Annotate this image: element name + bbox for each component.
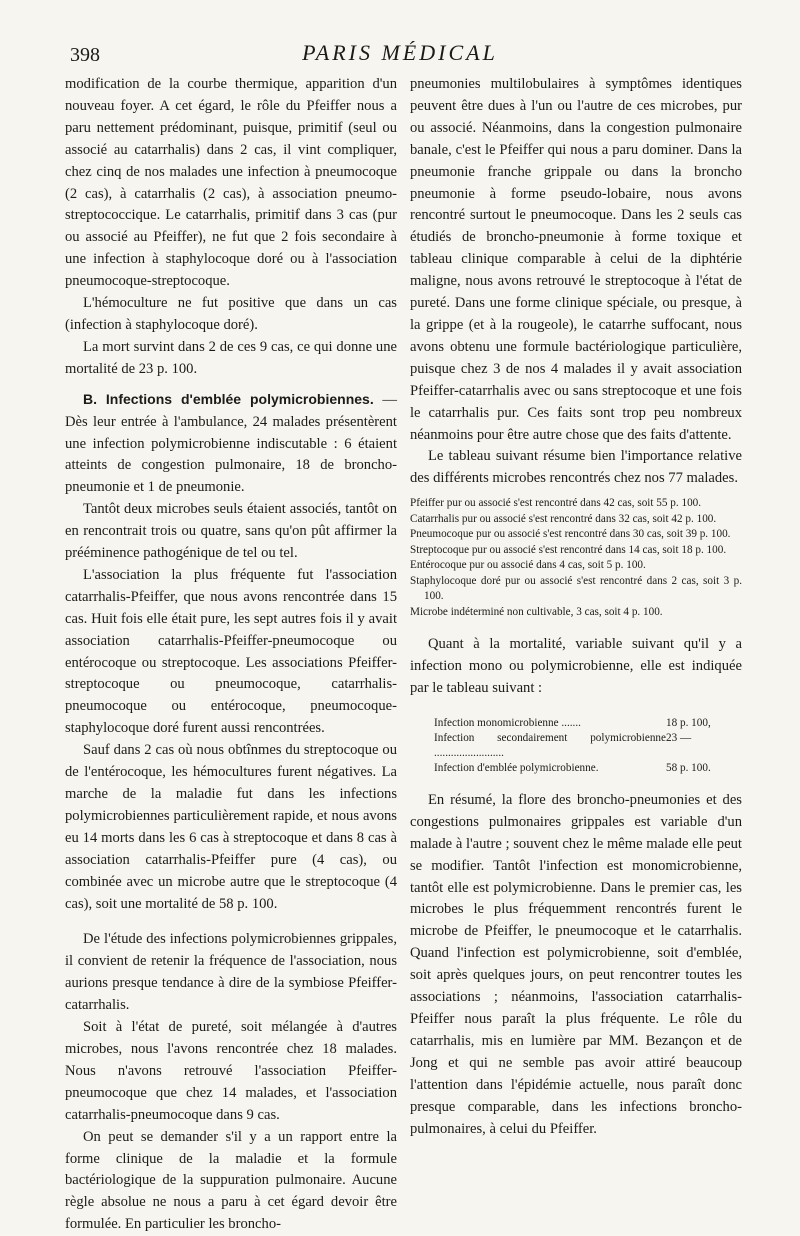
running-title: PARIS MÉDICAL xyxy=(302,40,498,65)
mortality-label: Infection d'emblée polymicrobienne. xyxy=(434,761,599,774)
table-row xyxy=(434,761,742,776)
paragraph: La mort survint dans 2 de ces 9 cas, ce qui donne une mortalité de 23 p. 100. xyxy=(65,338,397,377)
list-item: Pneumocoque pur ou associé s'est rencontré dans 30 cas, soit 39 p. 100. xyxy=(410,528,731,541)
list-item: Catarrhalis pur ou associé s'est rencontré dans 32 cas, soit 42 p. 100. xyxy=(410,512,717,525)
paragraph: Quant à la mortalité, variable suivant qu'il y a infection mono ou polymicrobienne, elle est indiquée par le tableau suivant : xyxy=(410,636,742,697)
mortality-label: Infection monomicrobienne ....... xyxy=(434,716,581,729)
paragraph: De l'étude des infections polymicrobiennes grippales, il convient de retenir la fréquence de l'association, nous aurions presque tendance à dire de la symbiose Pfeiffer-catarrhalis. xyxy=(65,931,397,1014)
list-item: Entérocoque pur ou associé dans 4 cas, soit 5 p. 100. xyxy=(410,559,646,572)
table-row xyxy=(434,731,742,761)
mortality-table xyxy=(434,716,742,776)
paragraph: On peut se demander s'il y a un rapport entre la forme clinique de la maladie et la formule bactériologique de la suppuration pulmonaire. Aucune règle absolue ne nous a paru à cet égard devoir être formulée. En particulier les broncho- xyxy=(65,1128,397,1233)
paragraph: Tantôt deux microbes seuls étaient associés, tantôt on en rencontrait trois ou quatre, sans qu'on pût affirmer la prééminence pathogénique de tel ou tel. xyxy=(65,501,397,562)
paragraph: En résumé, la flore des broncho-pneumonies et des congestions pulmonaires grippales est variable d'un malade à l'autre ; souvent chez le même malade elle peut se modifier. Tantôt l'infection est monomicrobienne, tantôt elle est polymicrobienne. Dans le premier cas, les microbes le plus fréquemment rencontrés furent le microbe de Pfeiffer, le pneumocoque et le catarrhalis. Quand l'infection est polymicrobienne, soit d'emblée, soit après quelques jours, on peut rencontrer toutes les associations ; néanmoins, l'association catarrhalis-Pfeiffer nous paraît la plus fréquente. Le rôle du catarrhalis, mis en lumière par MM. Bezançon et de Jong et qui ne semble pas avoir attiré beaucoup l'attention dans l'épidémie actuelle, nous paraît donc presque comparable, dans les infections broncho-pulmonaires, à celui du Pfeiffer. xyxy=(410,791,742,1137)
paragraph: modification de la courbe thermique, apparition d'un nouveau foyer. A cet égard, le rôle du Pfeiffer nous a paru nettement prédominant, puisque, primitif (seul ou associé au catarrhalis) dans 2 cas, il vint compliquer, chez cinq de nos malades une infection à pneumocoque (2 cas), à catarrhalis (2 cas), à association pneumo-streptococcique. Le catarrhalis, primitif dans 3 cas (pur ou associé au Pfeiffer), ne fut que 2 fois secondaire à une infection à staphylocoque doré ou à l'association pneumocoque-streptocoque. xyxy=(65,76,397,290)
list-item: Microbe indéterminé non cultivable, 3 cas, soit 4 p. 100. xyxy=(410,605,663,618)
paragraph: Soit à l'état de pureté, soit mélangée à d'autres microbes, nous l'avons rencontrée chez 18 malades. Nous n'avons retrouvé l'association Pfeiffer-pneumocoque que chez 14 malades, et l'association catarrhalis-pneumocoque dans 9 cas. xyxy=(65,1019,397,1123)
paragraph: L'association la plus fréquente fut l'association catarrhalis-Pfeiffer, que nous avons rencontrée dans 15 cas. Huit fois elle était pure, les sept autres fois il y avait association catarrhalis-Pfeiffer-pneumocoque ou entérocoque ou streptocoque. Les associations Pfeiffer-streptocoque ou pneumocoque, catarrhalis-pneumocoque ou entérocoque, pneumocoque-staphylocoque doré furent aussi rencontrées. xyxy=(65,566,397,737)
microbe-stats-list xyxy=(410,496,742,620)
list-item: Streptocoque pur ou associé s'est rencontré dans 14 cas, soit 18 p. 100. xyxy=(410,543,727,556)
page-number: 398 xyxy=(70,44,100,66)
left-column xyxy=(65,74,397,1236)
paragraph: L'hémoculture ne fut positive que dans un cas (infection à staphylocoque doré). xyxy=(65,295,397,333)
mortality-value: 23 — xyxy=(666,731,692,744)
mortality-value: 58 p. 100. xyxy=(666,761,711,774)
section-paragraph xyxy=(65,389,397,500)
paragraph: Le tableau suivant résume bien l'importance relative des différents microbes rencontrés chez nos 77 malades. xyxy=(410,448,742,487)
right-column xyxy=(410,74,742,1140)
paragraph: pneumonies multilobulaires à symptômes identiques peuvent être dues à l'un ou l'autre de ces microbes, pur ou associé. Néanmoins, dans la congestion pulmonaire banale, c'est le Pfeiffer qui nous a paru dominer. Dans la pneumonie franche grippale ou dans la broncho pneumonie à forme pseudo-lobaire, nous avons rencontré surtout le pneumocoque. Dans les 2 seuls cas étudiés de broncho-pneumonie à forme toxique et tableau clinique comparable à celui de la diphtérie maligne, nous avons retrouvé le streptocoque à l'état de pureté. Dans une forme clinique spéciale, ou presque, à la grippe (et à la rougeole), le catarrhe suffocant, nous avons obtenu une formule bactériologique particulière, puisque chez 3 de nos 4 malades il y avait association Pfeiffer-catarrhalis avec ou sans streptocoque et une fois le catarrhalis pur. Ces faits sont trop peu nombreux néanmoins pour être autre chose que des faits d'attente. xyxy=(410,76,742,443)
section-heading: B. Infections d'emblée polymicrobiennes. xyxy=(83,390,374,407)
paragraph: Sauf dans 2 cas où nous obtînmes du streptocoque ou de l'entérocoque, les hémocultures furent négatives. La marche de la maladie fut dans les infections polymicrobiennes particulièrement rapide, et nous avons eu 14 morts dans les 6 cas à streptocoque et dans 8 cas à association catarrhalis-Pfeiffer pure (4 cas), ou combinée avec un microbe autre que le streptocoque (4 cas), soit une mortalité de 58 p. 100. xyxy=(65,742,397,912)
list-item: Staphylocoque doré pur ou associé s'est rencontré dans 2 cas, soit 3 p. 100. xyxy=(410,574,742,603)
section-text: — Dès leur entrée à l'ambulance, 24 malades présentèrent une infection polymicrobienne indiscutable : 6 étaient atteints de congestion pulmonaire, 18 de broncho-pneumonie et 1 de pneumonie. xyxy=(65,391,397,496)
table-row xyxy=(434,716,742,731)
mortality-value: 18 p. 100, xyxy=(666,716,711,729)
list-item: Pfeiffer pur ou associé s'est rencontré dans 42 cas, soit 55 p. 100. xyxy=(410,497,702,510)
mortality-label: Infection secondairement polymicrobienne ......................... xyxy=(434,731,666,759)
